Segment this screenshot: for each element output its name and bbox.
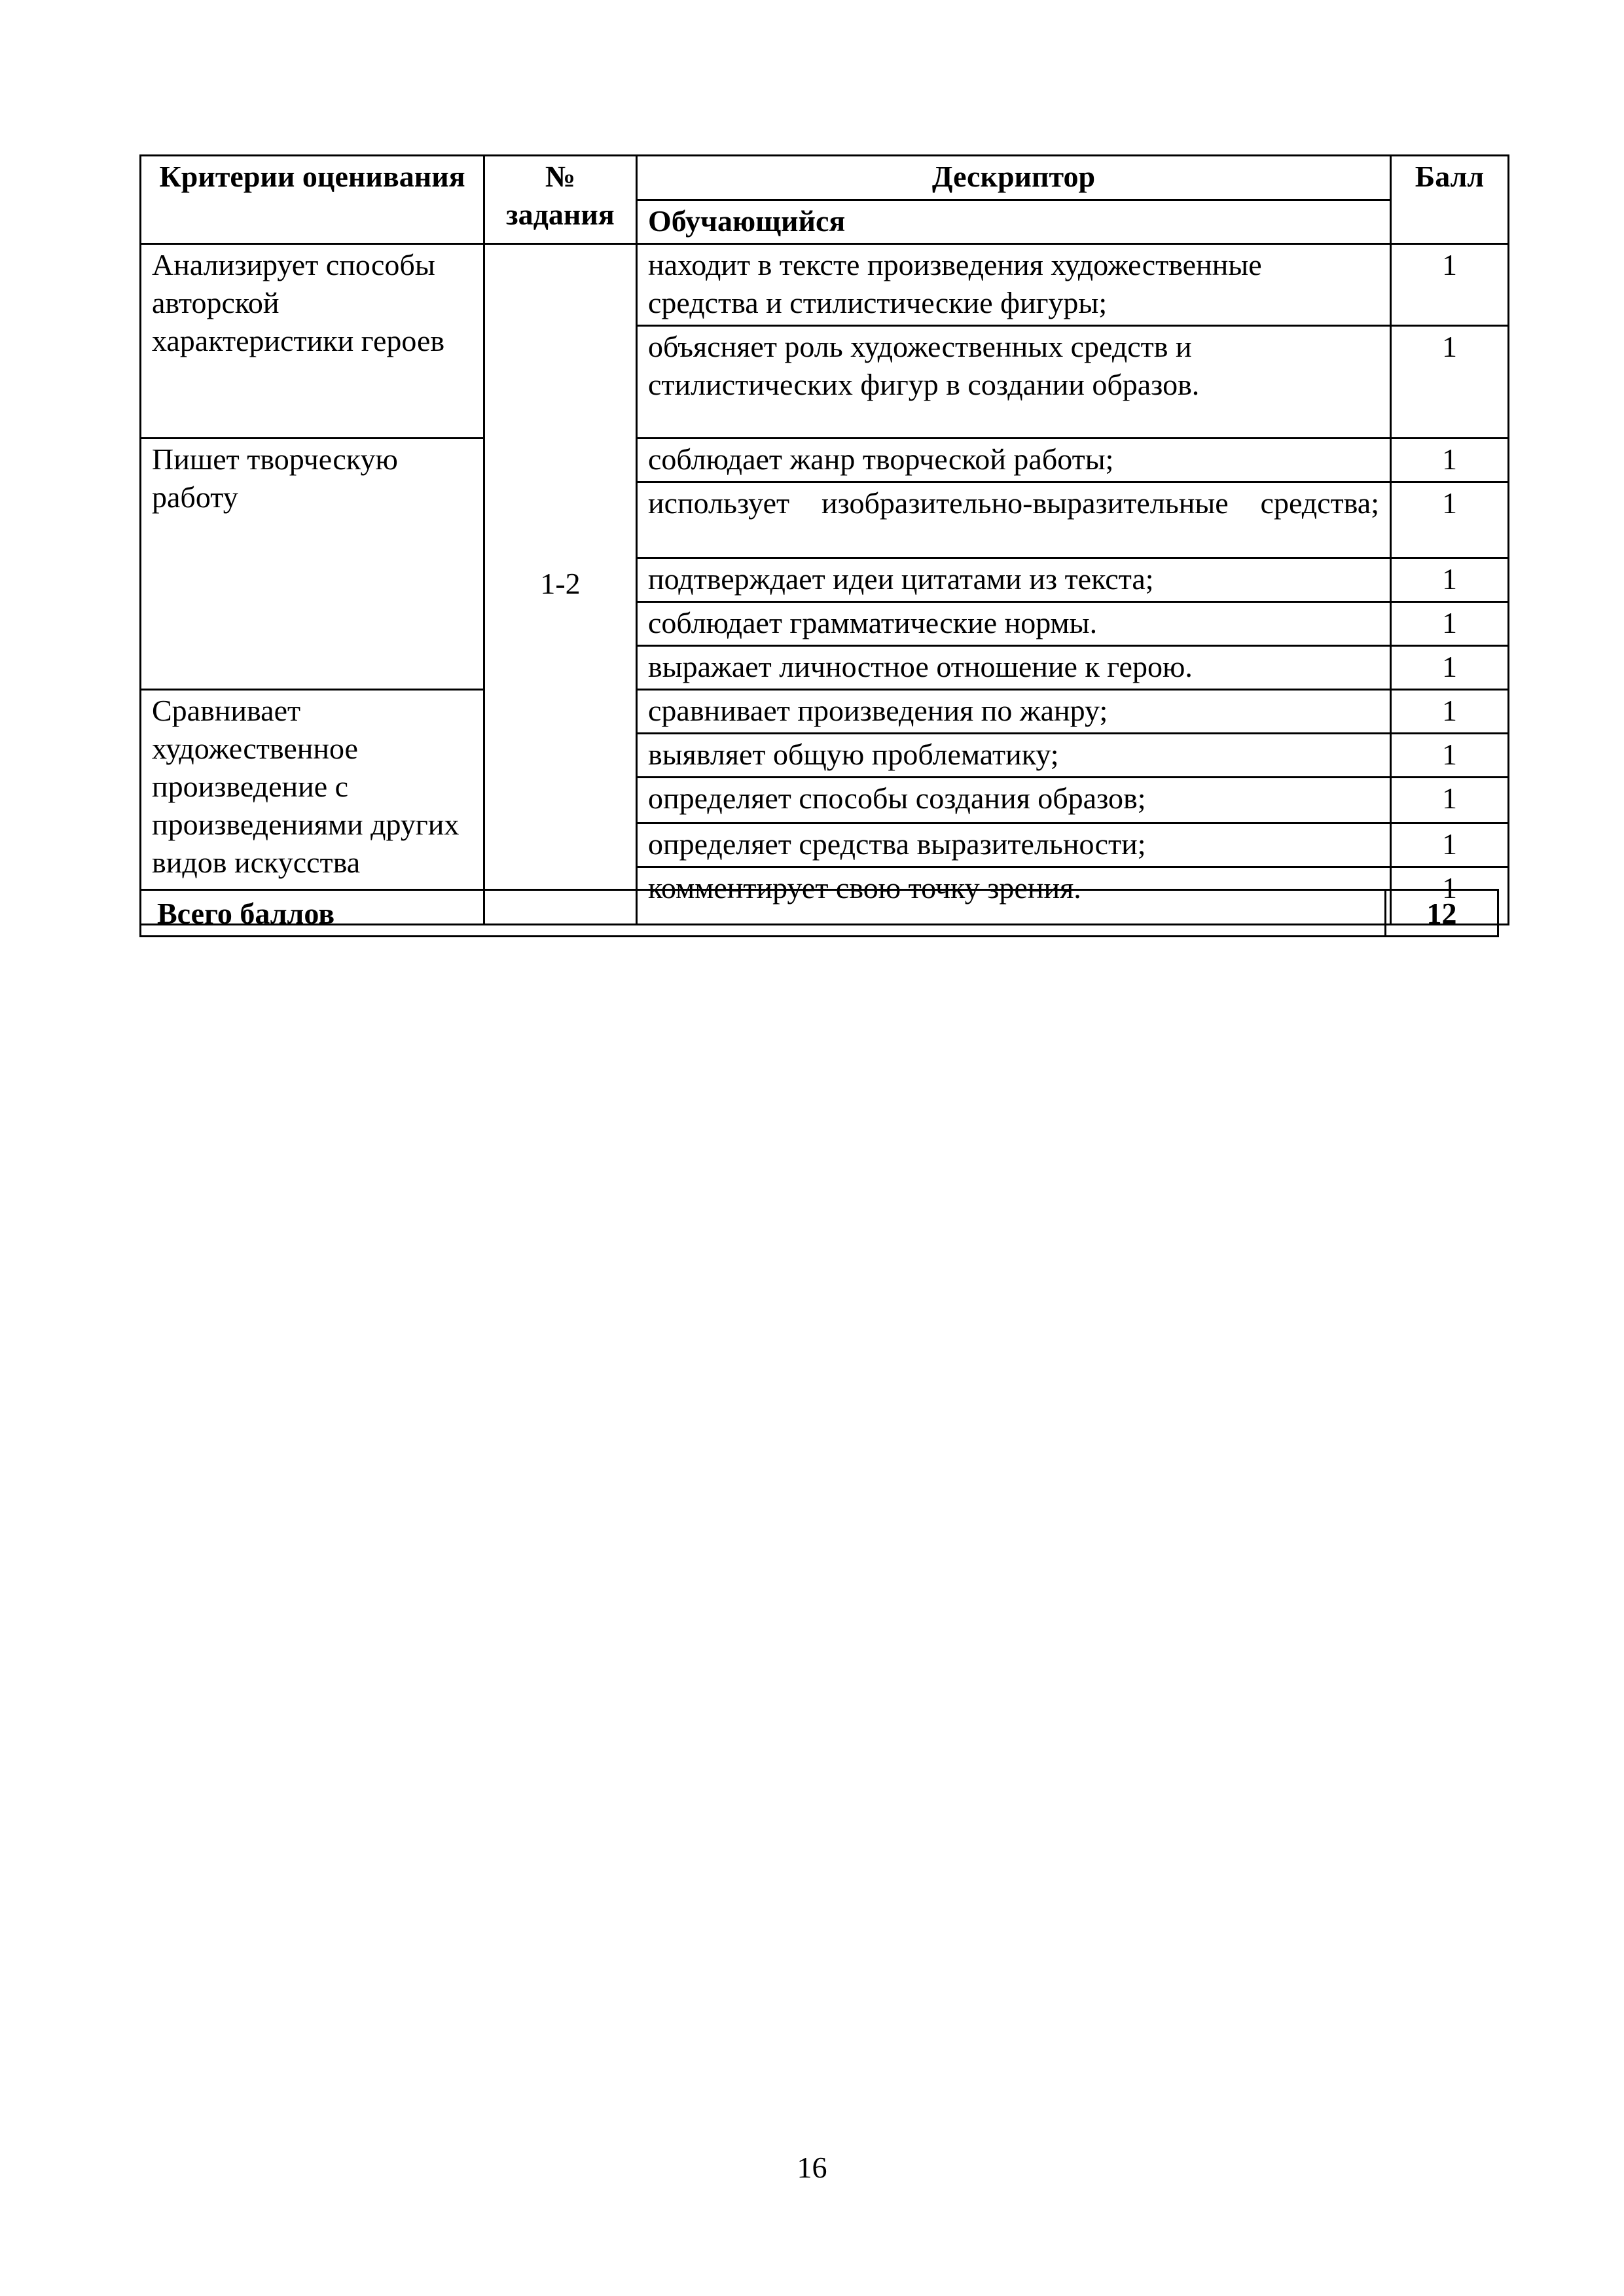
- total-value: 12: [1384, 889, 1499, 937]
- descriptor-score: 1: [1391, 244, 1509, 326]
- total-row: [139, 889, 1499, 941]
- descriptor-text: определяет средства выразительности;: [637, 823, 1391, 867]
- criterion-label: Сравнивает художественное произведение с произведениями других видов искусства: [141, 690, 484, 925]
- descriptor-text: соблюдает грамматические нормы.: [637, 602, 1391, 646]
- descriptor-score: 1: [1391, 823, 1509, 867]
- header-descriptor-sub: Обучающийся: [637, 200, 1391, 244]
- page-number: 16: [797, 2151, 827, 2184]
- descriptor-score: 1: [1391, 734, 1509, 778]
- descriptor-score: 1: [1391, 558, 1509, 602]
- descriptor-text: использует изобразительно-выразительные средства;: [637, 482, 1391, 558]
- rubric-table: [139, 154, 1509, 925]
- descriptor-score: 1: [1391, 690, 1509, 734]
- descriptor-score: 1: [1391, 646, 1509, 690]
- total-label: Всего баллов: [139, 889, 1386, 937]
- descriptor-text: объясняет роль художественных средств и стилистических фигур в создании образов.: [637, 326, 1391, 439]
- descriptor-text: комментирует свою точку зрения.: [637, 867, 1391, 925]
- header-criteria: Критерии оценивания: [141, 156, 484, 244]
- descriptor-score: 1: [1391, 439, 1509, 482]
- descriptor-score: 1: [1391, 867, 1509, 925]
- descriptor-text: выявляет общую проблематику;: [637, 734, 1391, 778]
- descriptor-score: 1: [1391, 778, 1509, 823]
- descriptor-text: определяет способы создания образов;: [637, 778, 1391, 823]
- descriptor-score: 1: [1391, 602, 1509, 646]
- criterion-label: Анализирует способы авторской характеристики героев: [141, 244, 484, 439]
- criterion-label: Пишет творческую работу: [141, 439, 484, 690]
- header-task-number: № задания: [484, 156, 637, 244]
- descriptor-text: подтверждает идеи цитатами из текста;: [637, 558, 1391, 602]
- descriptor-text: выражает личностное отношение к герою.: [637, 646, 1391, 690]
- descriptor-text: сравнивает произведения по жанру;: [637, 690, 1391, 734]
- descriptor-score: 1: [1391, 482, 1509, 558]
- header-descriptor: Дескриптор: [637, 156, 1391, 200]
- task-number-cell: 1-2: [484, 244, 637, 925]
- header-score: Балл: [1391, 156, 1509, 244]
- descriptor-text: находит в тексте произведения художественные средства и стилистические фигуры;: [637, 244, 1391, 326]
- descriptor-text: соблюдает жанр творческой работы;: [637, 439, 1391, 482]
- descriptor-score: 1: [1391, 326, 1509, 439]
